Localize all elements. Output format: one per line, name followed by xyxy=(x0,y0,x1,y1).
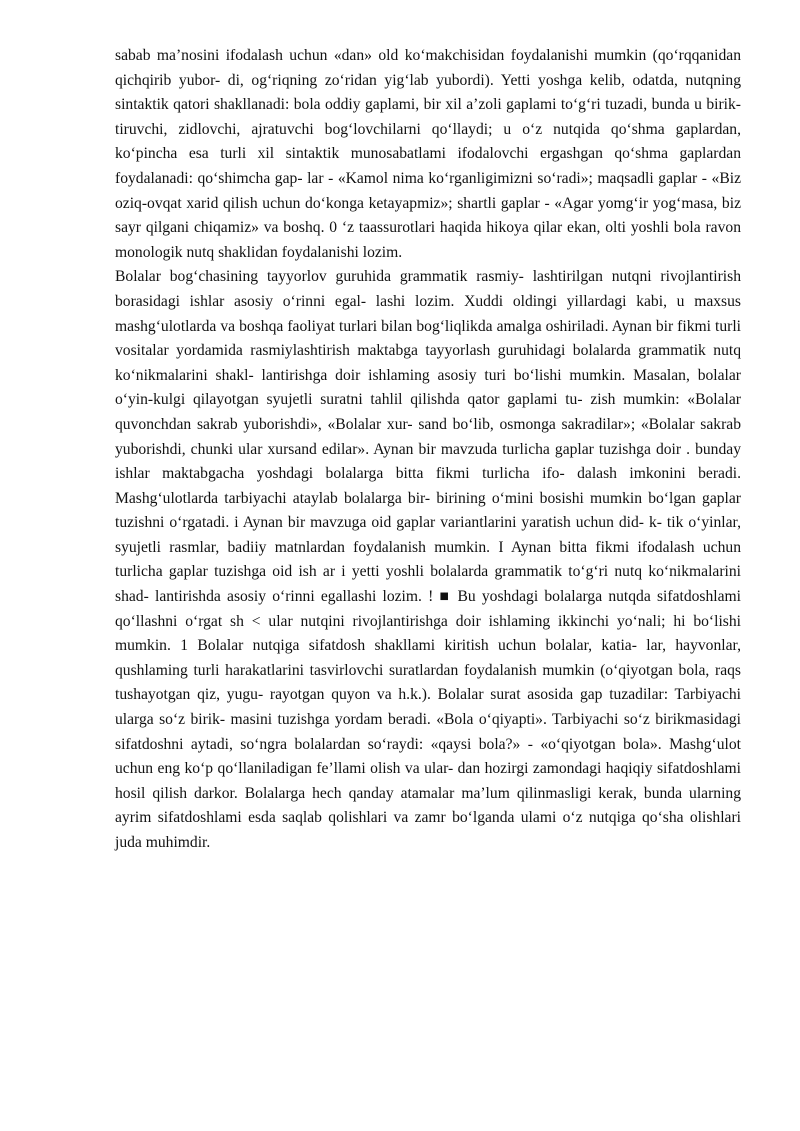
paragraph-1: sabab ma’nosini ifodalash uchun «dan» old ko‘makchisidan foydalanishi mumkin (qo‘rqqanidan qichqirib yubor- di, og‘riqning zo‘ridan yig‘lab yubordi). Yetti yoshga kelib, odatda, nutqning sintaktik qatori shakllanadi: bola oddiy gaplami, bir xil a’zoli gaplami to‘g‘ri tuzadi, bunda u birik- tiruvchi, zidlovchi, ajratuvchi bog‘lovchilarni qo‘llaydi; u o‘z nutqida qo‘shma gaplardan, ko‘pincha esa turli xil sintaktik munosabatlami ifodalovchi ergashgan qo‘shma gaplardan foydalanadi: qo‘shimcha gap- lar - «Kamol nima ko‘rganligimizni so‘radi»; maqsadli gaplar - «Biz oziq-ovqat xarid qilish uchun do‘konga ketayapmiz»; shartli gaplar - «Agar yomg‘ir yog‘masa, biz sayr qilgani chiqamiz» va boshq. 0 ‘z taassurotlari haqida hikoya qilar ekan, olti yoshli bola ravon monologik nutq shaklidan foydalanishi lozim. xyxy=(115,47,741,261)
document-page xyxy=(115,44,741,856)
paragraph-2: Bolalar bog‘chasining tayyorlov guruhida grammatik rasmiy- lashtirilgan nutqni rivojlantirish borasidagi ishlar asosiy o‘rinni egal- lashi lozim. Xuddi oldingi yillardagi kabi, u maxsus mashg‘ulotlarda va boshqa faoliyat turlari bilan bog‘liqlikda amalga oshiriladi. Aynan bir fikmi turli vositalar yordamida rasmiylashtirish maktabga tayyorlash guruhidagi bolalarda grammatik nutq ko‘nikmalarini shakl- lantirishga doir ishlaming asosiy turi bo‘lishi mumkin. Masalan, bolalar o‘yin-kulgi qilayotgan syujetli suratni tahlil qilishda qator gaplami tu- zish mumkin: «Bolalar quvonchdan sakrab yuborishdi», «Bolalar xur- sand bo‘lib, osmonga sakradilar»; «Bolalar sakrab yuborishdi, chunki ular xursand edilar». Aynan bir mavzuda turlicha gaplar tuzishga doir . bunday ishlar maktabgacha yoshdagi bolalarga bitta fikmi turlicha ifo- dalash imkonini beradi. Mashg‘ulotlarda tarbiyachi ataylab bolalarga bir- birining o‘mini bosishi mumkin bo‘lgan gaplar tuzishni o‘rgatadi. i Aynan bir mavzuga oid gaplar variantlarini yaratish uchun did- k- tik o‘yinlar, syujetli rasmlar, badiiy matnlardan foydalanish mumkin. I Aynan bitta fikmi ifodalash uchun turlicha gaplar tuzishga oid ish ar i yetti yoshli bolalarda grammatik to‘g‘ri nutq ko‘nikmalarini shad- lantirishda asosiy o‘rinni egallashi lozim. ! ■ Bu yoshdagi bolalarga nutqda sifatdoshlami qo‘llashni o‘rgat sh < ular nutqini rivojlantirishga doir ishlaming ikkinchi yo‘nali; hi bo‘lishi mumkin. 1 Bolalar nutqiga sifatdosh shakllami kiritish uchun bolalar, katia- lar, hayvonlar, qushlaming turli harakatlarini tasvirlovchi suratlardan foydalanish mumkin (o‘qiyotgan bola, raqs tushayotgan qiz, yugu- rayotgan quyon va h.k.). Bolalar surat asosida gap tuzadilar: Tarbiyachi ularga so‘z birik- masini tuzishga yordam beradi. «Bola o‘qiyapti». Tarbiyachi so‘z birikmasidagi sifatdoshni aytadi, so‘ngra bolalardan so‘raydi: «qaysi bola?» - «o‘qiyotgan bola». Mashg‘ulot uchun eng ko‘p qo‘llaniladigan fe’llami olish va ular- dan hozirgi zamondagi haqiqiy sifatdoshlami hosil qilish darkor. Bolalarga hech qanday atamalar ma’lum qilinmasligi kerak, bunda ularning ayrim sifatdoshlami esda saqlab qolishlari va zamr bo‘lganda ulami o‘z nutqiga qo‘sha olishlari juda muhimdir. xyxy=(115,268,741,851)
